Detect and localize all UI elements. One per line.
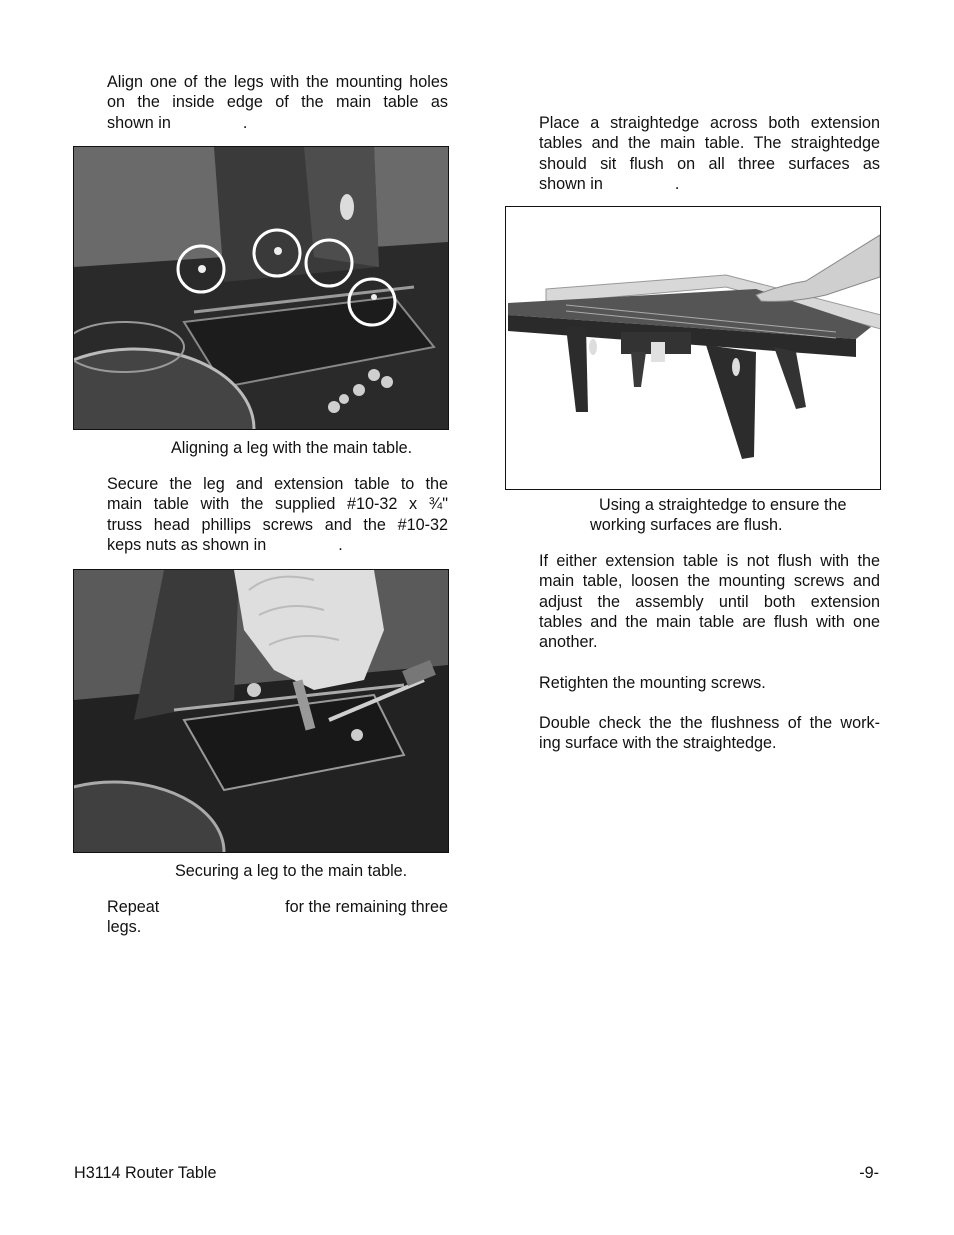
step-align-line-3 [107,113,448,133]
step-adjust-line-4: tables and the main table are flush with one [539,612,880,631]
step-straightedge-text [539,113,880,194]
footer-manual-title: H3114 Router Table [74,1164,217,1182]
step-straightedge-line-3: should sit flush on all three surfaces as [539,154,880,173]
step-repeat-line-1-post: for the remaining three [285,898,448,916]
step-double-check-line-2: ing surface with the straightedge. [539,734,777,753]
step-adjust-line-2: main table, loosen the mounting screws and [539,572,880,591]
step-straightedge-line-4-pre: shown in [539,174,603,193]
figure-straightedge-photo [506,207,880,489]
step-secure-line-4-post: . [338,535,343,554]
step-straightedge-line-4 [539,174,880,194]
figure-secure-leg [73,569,449,853]
step-double-check-text [539,713,880,754]
footer-page-number: -9- [859,1164,879,1182]
step-straightedge-line-1: Place a straightedge across both extension [539,114,880,132]
step-adjust-line-1: If either extension table is not flush with the [539,552,880,570]
figure-straightedge [505,206,881,490]
step-align-line-3-post: . [242,113,248,132]
step-repeat-text [107,897,448,938]
step-secure-line-4-pre: keps nuts as shown in [107,535,267,554]
step-adjust-line-5: another. [539,633,598,652]
step-align-line-3-pre: shown in [107,113,171,132]
step-straightedge-line-4-post: . [674,174,680,193]
step-adjust-text [539,551,880,652]
step-secure-line-3: truss head phillips screws and the #10-32 [107,515,448,534]
figure-straightedge-caption-line-2: working surfaces are flush. [590,516,783,535]
figure-align-leg-photo [74,147,448,429]
step-repeat-line-1 [107,897,448,917]
step-align-text [107,72,448,133]
figure-secure-caption: Securing a leg to the main table. [175,862,408,880]
figure-secure-leg-photo [74,570,448,852]
figure-straightedge-caption [590,495,846,536]
step-secure-line-2: main table with the supplied #10-32 x ¾" [107,495,448,514]
figure-align-caption: Aligning a leg with the main table. [171,439,413,457]
step-straightedge-line-2: tables and the main table. The straightedge [539,134,880,153]
step-align-line-2: on the inside edge of the main table as [107,93,448,112]
step-double-check-line-1: Double check the the flushness of the work- [539,714,880,732]
step-secure-text [107,474,448,555]
step-align-line-1: Align one of the legs with the mounting holes [107,73,448,91]
figure-straightedge-caption-line-1: Using a straightedge to ensure the [599,496,847,514]
step-adjust-line-3: adjust the assembly until both extension [539,592,880,611]
step-repeat-line-1-pre: Repeat [107,898,160,916]
step-secure-line-1: Secure the leg and extension table to the [107,475,448,493]
step-retighten-text: Retighten the mounting screws. [539,674,766,692]
figure-align-leg [73,146,449,430]
step-secure-line-4 [107,535,448,555]
step-repeat-line-2: legs. [107,918,142,937]
